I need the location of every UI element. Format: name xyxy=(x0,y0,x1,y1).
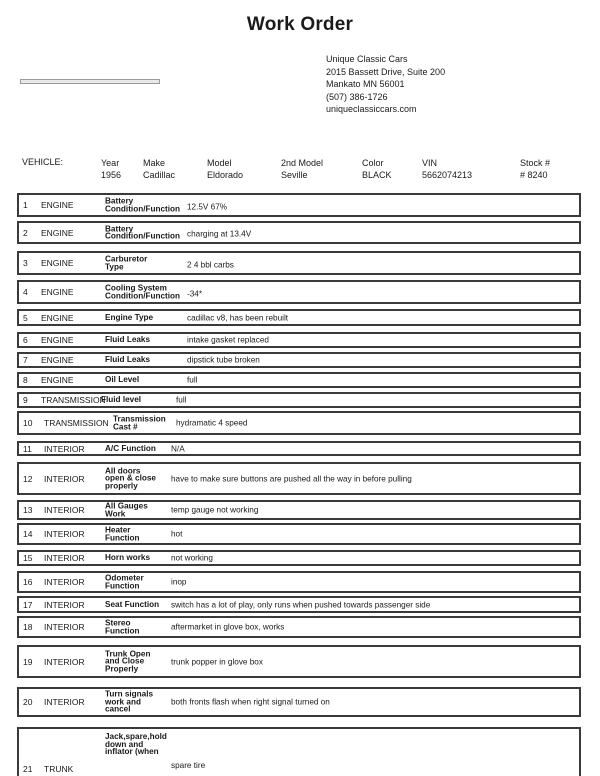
table-row xyxy=(17,392,581,408)
row-inspection-item xyxy=(113,415,166,430)
inspection-item-line: Transmission xyxy=(113,414,166,424)
inspection-item-line: All Gauges xyxy=(105,501,148,511)
inspection-item-line: Type xyxy=(105,262,124,271)
vehicle-field-value: 1956 xyxy=(101,170,122,180)
inspection-item-line: Carburetor xyxy=(105,254,148,264)
row-category: TRANSMISSION xyxy=(41,395,106,405)
inspection-item-line: open & close xyxy=(105,473,156,483)
inspection-item-line: Function xyxy=(105,533,140,542)
row-category: INTERIOR xyxy=(44,656,85,667)
row-inspection-item xyxy=(105,554,150,562)
inspection-item-line: Fluid Leaks xyxy=(105,355,151,365)
row-number: 5 xyxy=(23,312,28,323)
inspection-item-line: Trunk Open xyxy=(105,649,151,659)
row-inspection-item xyxy=(101,396,141,404)
vehicle-field-header: Make xyxy=(143,158,166,168)
row-inspection-item xyxy=(105,356,150,364)
row-category: ENGINE xyxy=(41,355,74,365)
row-number: 12 xyxy=(23,473,33,484)
inspection-item-line: Fluid Leaks xyxy=(105,335,151,345)
table-row xyxy=(17,251,581,275)
vehicle-field-value: Cadillac xyxy=(143,170,176,180)
vehicle-field-header: 2nd Model xyxy=(281,158,324,168)
row-number: 10 xyxy=(23,418,33,428)
row-number: 21 xyxy=(23,764,33,774)
inspection-item-line: Condition/Function xyxy=(105,231,181,241)
inspection-item-line: Function xyxy=(105,626,140,635)
table-row xyxy=(17,332,581,348)
row-result-value: trunk popper in glove box xyxy=(171,657,263,666)
table-row xyxy=(17,645,581,678)
row-result-value: N/A xyxy=(171,444,185,453)
row-result-value: intake gasket replaced xyxy=(187,335,269,345)
inspection-item-line: Turn signals xyxy=(105,689,154,699)
vehicle-field-header: Model xyxy=(207,158,232,168)
row-inspection-item xyxy=(105,574,144,589)
company-city: Mankato MN 56001 xyxy=(326,79,405,89)
inspection-item-line: Engine Type xyxy=(105,312,154,322)
logo-placeholder xyxy=(20,79,160,84)
row-inspection-item xyxy=(105,502,148,517)
inspection-item-line: and Close xyxy=(105,656,145,666)
row-inspection-item xyxy=(105,314,153,322)
inspection-item-line: A/C Function xyxy=(105,443,156,453)
row-inspection-item xyxy=(105,619,140,634)
inspection-item-line: properly xyxy=(105,481,138,491)
table-row xyxy=(17,727,581,776)
row-category: INTERIOR xyxy=(44,599,85,610)
row-inspection-item xyxy=(105,601,159,609)
row-result-value: temp gauge not working xyxy=(171,505,259,515)
row-result-value: hydramatic 4 speed xyxy=(176,418,248,428)
vehicle-field-stock xyxy=(520,157,550,181)
row-category: TRANSMISSION xyxy=(44,418,109,428)
company-website: uniqueclassiccars.com xyxy=(326,104,417,114)
table-row xyxy=(17,280,581,304)
table-row xyxy=(17,309,581,326)
table-row xyxy=(17,500,581,520)
row-number: 13 xyxy=(23,505,33,515)
vehicle-field-value: Eldorado xyxy=(207,170,244,180)
row-number: 7 xyxy=(23,355,28,365)
row-inspection-item xyxy=(105,197,180,212)
inspection-item-line: cancel xyxy=(105,704,131,714)
row-inspection-item xyxy=(105,445,156,453)
vehicle-field-value: 5662074213 xyxy=(422,170,473,180)
row-category: ENGINE xyxy=(41,287,74,297)
inspection-item-line: Battery xyxy=(105,196,134,206)
inspection-item-line: Stereo xyxy=(105,618,131,628)
vehicle-field-header: VIN xyxy=(422,158,438,168)
table-row xyxy=(17,596,581,613)
company-phone: (507) 386-1726 xyxy=(326,91,388,102)
row-number: 14 xyxy=(23,529,33,539)
inspection-item-line: Fluid level xyxy=(101,395,142,405)
row-number: 11 xyxy=(23,443,32,454)
row-result-value: dipstick tube broken xyxy=(187,355,260,365)
inspection-item-line: down and xyxy=(105,739,144,749)
company-address-block xyxy=(326,53,445,116)
row-category: INTERIOR xyxy=(44,473,85,484)
page-title: Work Order xyxy=(246,14,354,35)
row-inspection-item xyxy=(105,526,140,541)
row-result-value: aftermarket in glove box, works xyxy=(171,622,285,632)
vehicle-field-header: Year xyxy=(101,158,120,168)
inspection-item-line: Cast # xyxy=(113,422,138,431)
inspection-item-line: Cooling System xyxy=(105,283,167,293)
inspection-item-line: work and xyxy=(105,697,141,707)
row-inspection-item xyxy=(105,284,180,299)
vehicle-field-vin xyxy=(422,157,472,181)
row-inspection-item xyxy=(105,336,150,344)
vehicle-field-header: Stock # xyxy=(520,158,551,168)
row-result-value: full xyxy=(176,395,187,405)
row-result-value: -34* xyxy=(187,289,203,299)
row-inspection-item xyxy=(105,650,151,673)
row-category: INTERIOR xyxy=(44,622,85,632)
inspection-item-line: Properly xyxy=(105,664,139,674)
row-number: 20 xyxy=(23,697,33,707)
vehicle-label: VEHICLE: xyxy=(22,157,64,167)
vehicle-field-value: Seville xyxy=(281,170,308,180)
table-row xyxy=(17,550,581,566)
row-category: ENGINE xyxy=(41,335,74,345)
row-number: 9 xyxy=(23,395,28,405)
row-result-value: spare tire xyxy=(171,761,206,770)
row-result-value: charging at 13.4V xyxy=(187,229,252,239)
row-number: 4 xyxy=(23,287,28,297)
table-row xyxy=(17,441,581,456)
inspection-item-line: Battery xyxy=(105,223,134,233)
inspection-item-line: Work xyxy=(105,509,126,518)
table-row xyxy=(17,352,581,368)
table-row xyxy=(17,372,581,388)
row-result-value: hot xyxy=(171,529,183,539)
row-result-value: full xyxy=(187,375,198,385)
inspection-item-line: Heater xyxy=(105,525,131,535)
table-row xyxy=(17,616,581,638)
inspection-item-line: Condition/Function xyxy=(105,204,181,213)
table-row xyxy=(17,193,581,217)
row-inspection-item xyxy=(105,225,180,240)
table-row xyxy=(17,523,581,545)
row-result-value: not working xyxy=(171,553,213,563)
table-row xyxy=(17,411,581,435)
table-row xyxy=(17,687,581,717)
row-number: 17 xyxy=(23,599,33,610)
inspection-item-line: Oil Level xyxy=(105,375,140,385)
vehicle-field-make xyxy=(143,157,175,181)
vehicle-field-value: # 8240 xyxy=(520,170,548,180)
row-category: INTERIOR xyxy=(44,577,85,587)
row-category: INTERIOR xyxy=(44,505,85,515)
row-category: INTERIOR xyxy=(44,443,85,454)
inspection-item-line: Function xyxy=(105,581,140,590)
row-number: 15 xyxy=(23,553,33,563)
row-inspection-item xyxy=(105,733,167,756)
inspection-item-line: Odometer xyxy=(105,573,144,583)
row-result-value: have to make sure buttons are pushed all the way in before pulling xyxy=(171,474,412,483)
row-category: ENGINE xyxy=(41,312,74,323)
row-inspection-item xyxy=(105,376,139,384)
inspection-item-line: All doors xyxy=(105,466,141,476)
inspection-item-line: Jack,spare,hold xyxy=(105,732,167,741)
inspection-item-line: Condition/Function xyxy=(105,291,181,300)
row-number: 8 xyxy=(23,375,28,385)
row-inspection-item xyxy=(105,255,147,270)
row-number: 1 xyxy=(23,200,28,210)
row-number: 16 xyxy=(23,577,33,587)
row-category: ENGINE xyxy=(41,375,74,385)
vehicle-field-header: Color xyxy=(362,158,384,168)
vehicle-field-model xyxy=(207,157,243,181)
row-category: ENGINE xyxy=(41,227,74,238)
vehicle-field-2nd-model xyxy=(281,157,323,181)
row-number: 19 xyxy=(23,656,33,667)
table-row xyxy=(17,571,581,593)
vehicle-field-year xyxy=(101,157,121,181)
row-category: INTERIOR xyxy=(44,529,85,539)
inspection-item-line: Seat Function xyxy=(105,599,160,609)
row-category: ENGINE xyxy=(41,258,74,268)
row-result-value: inop xyxy=(171,577,187,587)
row-inspection-item xyxy=(105,691,153,714)
inspection-item-line: inflator (when xyxy=(105,747,159,757)
company-street: 2015 Bassett Drive, Suite 200 xyxy=(326,66,446,77)
inspection-item-line: Horn works xyxy=(105,553,151,563)
row-result-value: both fronts flash when right signal turned on xyxy=(171,697,330,707)
row-number: 6 xyxy=(23,335,28,345)
company-name: Unique Classic Cars xyxy=(326,54,408,64)
row-number: 18 xyxy=(23,622,33,632)
row-result-value: 12.5V 67% xyxy=(187,202,228,212)
row-category: INTERIOR xyxy=(44,697,85,707)
table-row xyxy=(17,462,581,495)
row-category: ENGINE xyxy=(41,200,74,210)
table-row xyxy=(17,221,581,244)
row-category: TRUNK xyxy=(44,764,74,774)
vehicle-field-color xyxy=(362,157,392,181)
row-category: INTERIOR xyxy=(44,553,85,563)
row-result-value: 2 4 bbl carbs xyxy=(187,260,234,270)
vehicle-info xyxy=(0,157,600,183)
row-inspection-item xyxy=(105,467,156,490)
row-number: 2 xyxy=(23,227,28,238)
row-result-value: cadillac v8, has been rebuilt xyxy=(187,313,289,322)
vehicle-field-value: BLACK xyxy=(362,170,392,180)
row-number: 3 xyxy=(23,258,28,268)
row-result-value: switch has a lot of play, only runs when pushed towards passenger side xyxy=(171,600,431,609)
